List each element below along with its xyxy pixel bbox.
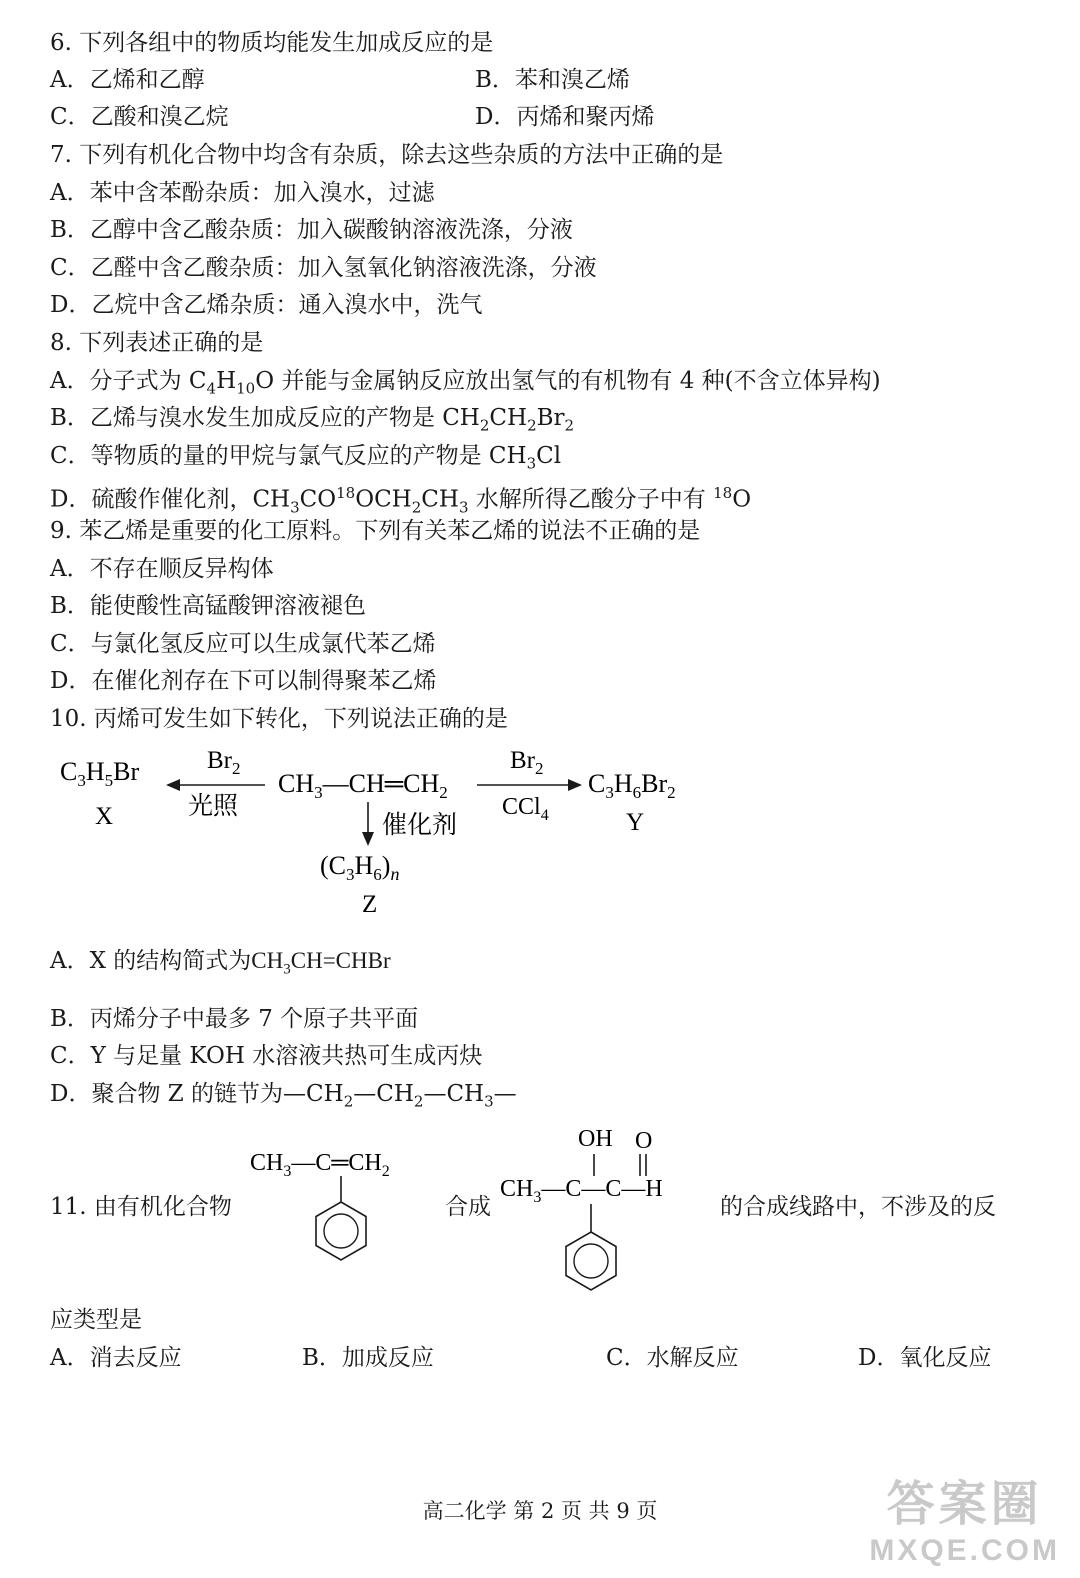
q9-option-c: C．与氯化氢反应可以生成氯代苯乙烯: [50, 631, 436, 657]
q11-stem-continuation: 应类型是: [50, 1307, 142, 1333]
right-arrowhead: [568, 779, 582, 791]
q10-option-a-formula: $CH_3CH=CHBr$: [251, 948, 391, 978]
q7-option-d: D．乙烷中含乙烯杂质：通入溴水中，洗气: [50, 292, 483, 318]
q11-option-b: B．加成反应: [302, 1345, 434, 1371]
q10-option-d: D．聚合物 Z 的链节为$—CH_2—CH_2—CH_3—$: [50, 1081, 517, 1111]
q8-option-b: B．乙烯与溴水发生加成反应的产物是 $CH_2CH_2Br_2$: [50, 405, 575, 435]
svg-text:O: O: [635, 1128, 653, 1154]
q11-option-c: C．水解反应: [606, 1345, 739, 1371]
q6-option-d: D．丙烯和聚丙烯: [475, 104, 655, 130]
z-label: Z: [362, 891, 378, 918]
propene-formula: $CH_3—CH═CH_2$: [278, 769, 448, 802]
q11-reactant-structure: [245, 1140, 435, 1280]
x-label: X: [95, 803, 114, 830]
watermark-line1: 答案圈: [886, 1478, 1043, 1531]
q10-option-c: C．Y 与足量 KOH 水溶液共热可生成丙炔: [50, 1043, 483, 1069]
q10-reaction-scheme: [40, 740, 740, 925]
q6-option-a: A．乙烯和乙醇: [50, 67, 205, 93]
q8-stem: 8. 下列表述正确的是: [50, 330, 264, 356]
q6-stem: 6. 下列各组中的物质均能发生加成反应的是: [50, 30, 494, 56]
q8-option-c: C．等物质的量的甲烷与氯气反应的产物是 $CH_3Cl$: [50, 443, 562, 473]
q6-option-b: B．苯和溴乙烯: [475, 67, 630, 93]
q10-option-a: A．X 的结构简式为$CH_3CH=CHBr$: [50, 948, 391, 978]
q9-option-b: B．能使酸性高锰酸钾溶液褪色: [50, 593, 366, 619]
q7-option-a: A．苯中含苯酚杂质：加入溴水，过滤: [50, 180, 435, 206]
q9-stem: 9. 苯乙烯是重要的化工原料。下列有关苯乙烯的说法不正确的是: [50, 518, 701, 544]
q10-stem: 10. 丙烯可发生如下转化，下列说法正确的是: [50, 706, 508, 732]
q8-option-a: A．分子式为 $C_4H_{10}O$ 并能与金属钠反应放出氢气的有机物有 4 种(不含立体异构): [50, 368, 881, 398]
q8-option-d: D．硫酸作催化剂，$CH_3CO^{18}OCH_2CH_3$ 水解所得乙酸分子中有 $^{18}$O: [50, 484, 752, 517]
q11-product-structure: [495, 1122, 715, 1292]
svg-text:CH3—C═CH2: $CH_3—C═CH_2$: [250, 1150, 390, 1180]
q10-option-b: B．丙烯分子中最多 7 个原子共平面: [50, 1006, 419, 1032]
q9-option-d: D．在催化剂存在下可以制得聚苯乙烯: [50, 668, 437, 694]
left-arrowhead: [166, 779, 180, 791]
y-label: Y: [626, 809, 645, 836]
watermark-logo: [869, 1465, 1060, 1568]
right-reagent: $Br_2$: [510, 747, 544, 778]
q11-stem-mid: 合成: [445, 1194, 491, 1220]
page-footer: 高二化学 第 2 页 共 9 页: [422, 1499, 658, 1523]
q11-stem-start: 11. 由有机化合物: [50, 1194, 232, 1220]
q7-stem: 7. 下列有机化合物中均含有杂质，除去这些杂质的方法中正确的是: [50, 142, 724, 168]
z-formula: $(C_3H_6)_n$: [320, 851, 400, 884]
right-condition: CCl$_4$: [502, 794, 549, 824]
down-condition: 催化剂: [382, 812, 458, 839]
x-formula: $C_3H_5Br$: [60, 757, 140, 790]
left-reagent: $Br_2$: [207, 747, 241, 778]
q9-option-a: A．不存在顺反异构体: [50, 556, 274, 582]
q11-option-a: A．消去反应: [50, 1345, 182, 1371]
watermark-line2: MXQE.COM: [869, 1534, 1060, 1567]
q7-option-c: C．乙醛中含乙酸杂质：加入氢氧化钠溶液洗涤，分液: [50, 255, 597, 281]
down-arrowhead: [362, 832, 374, 846]
svg-text:OH: OH: [578, 1126, 613, 1152]
q6-option-c: C．乙酸和溴乙烷: [50, 104, 229, 130]
svg-text:CH3—C—C—H: $CH_3—C—C—H$: [500, 1176, 663, 1206]
q11-stem-end: 的合成线路中，不涉及的反: [720, 1194, 996, 1220]
left-condition: 光照: [188, 793, 239, 820]
y-formula: $C_3H_6Br_2$: [588, 769, 676, 802]
q11-option-d: D．氧化反应: [858, 1345, 992, 1371]
q7-option-b: B．乙醇中含乙酸杂质：加入碳酸钠溶液洗涤，分液: [50, 217, 573, 243]
